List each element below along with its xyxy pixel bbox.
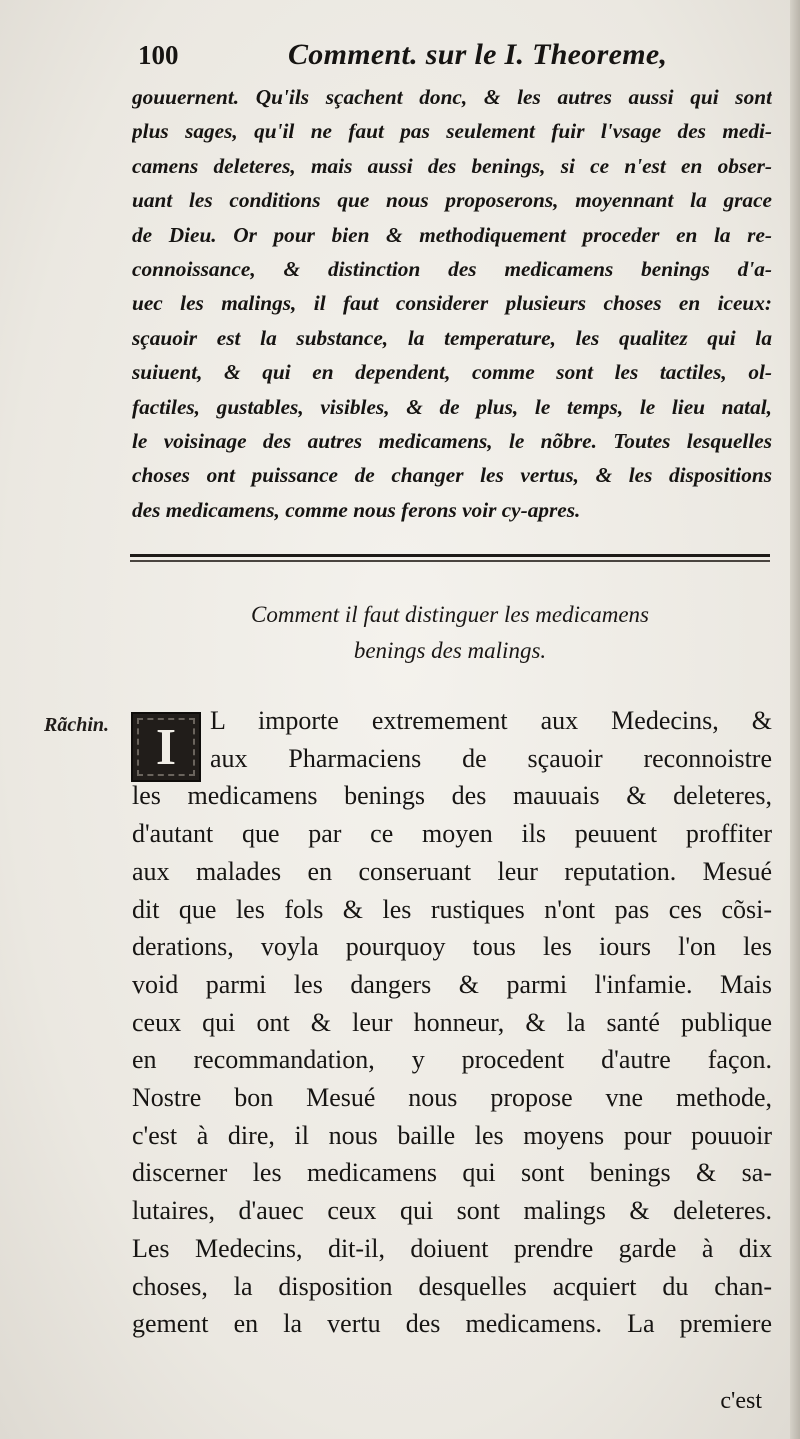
italic-line: le voisinage des autres medicamens, le nõbre. Toutes lesquelles [132,429,772,454]
page-header [138,36,760,76]
body-line: c'est à dire, il nous baille les moyens pour pouuoir [132,1120,772,1150]
italic-line: suiuent, & qui en dependent, comme sont les tactiles, ol- [132,360,772,385]
body-line: choses, la disposition desquelles acquiert du chan- [132,1271,772,1301]
italic-line: gouuernent. Qu'ils sçachent donc, & les autres aussi qui sont [132,85,772,109]
body-line: discerner les medicamens qui sont benings & sa- [132,1158,772,1188]
drop-cap-letter: I [155,719,177,776]
divider-rule-thick [130,554,770,557]
body-line: aux malades en conseruant leur reputation. Mesué [132,856,772,886]
page-number: 100 [138,40,179,70]
section-heading-line: benings des malings. [353,638,547,663]
italic-line: sçauoir est la substance, la temperature, les qualitez qui la [132,325,772,350]
body-line: ceux qui ont & leur honneur, & la santé publique [132,1007,772,1037]
body-line: L importe extremement aux Medecins, & [210,706,772,735]
italic-line: uant les conditions que nous proposerons, moyennant la grace [132,188,772,213]
divider-rule-thin [130,560,770,562]
italic-line: camens deleteres, mais aussi des benings, si ce n'est en obser- [132,153,772,178]
marginal-note: Rãchin. [44,714,110,736]
body-line: aux Pharmaciens de sçauoir reconnoistre [210,743,772,773]
body-line: dit que les fols & les rustiques n'ont pas ces cõsi- [132,894,772,924]
italic-line: plus sages, qu'il ne faut pas seulement fuir l'vsage des medi- [132,119,772,144]
italic-line: de Dieu. Or pour bien & methodiquement proceder en la re- [132,222,772,247]
body-line: Nostre bon Mesué nous propose vne methode, [132,1083,772,1113]
body-line: lutaires, d'auec ceux qui sont malings & deleteres. [132,1196,772,1226]
body-line: Les Medecins, dit-il, doiuent prendre garde à dix [132,1233,772,1263]
body-line: en recommandation, y procedent d'autre façon. [132,1045,772,1075]
italic-line: choses ont puissance de changer les vertus, & les dispositions [132,463,772,488]
body-line: void parmi les dangers & parmi l'infamie. Mais [132,969,772,999]
catchword: c'est [720,1388,762,1414]
section-divider [130,552,770,564]
body-line: d'autant que par ce moyen ils peuuent proffiter [132,819,772,849]
section-heading-line: Comment il faut distinguer les medicamens [251,602,649,627]
section-heading [150,597,750,669]
italic-line: factiles, gustables, visibles, & de plus, le temps, le lieu natal, [132,394,772,419]
body-line: derations, voyla pourquoy tous les iours l'on les [132,932,772,962]
italic-line: uec les malings, il faut considerer plusieurs choses en iceux: [132,291,772,316]
page-spine-edge [790,0,800,1439]
italic-line-last: des medicamens, comme nous ferons voir cy-apres. [132,497,581,522]
body-text [132,702,772,1343]
body-line: gement en la vertu des medicamens. La premiere [132,1309,772,1339]
italic-line: connoissance, & distinction des medicamens benings d'a- [132,257,772,282]
running-title: Comment. sur le I. Theoreme, [288,38,668,71]
body-line: les medicamens benings des mauuais & deleteres, [132,781,772,811]
italic-passage [132,80,772,527]
